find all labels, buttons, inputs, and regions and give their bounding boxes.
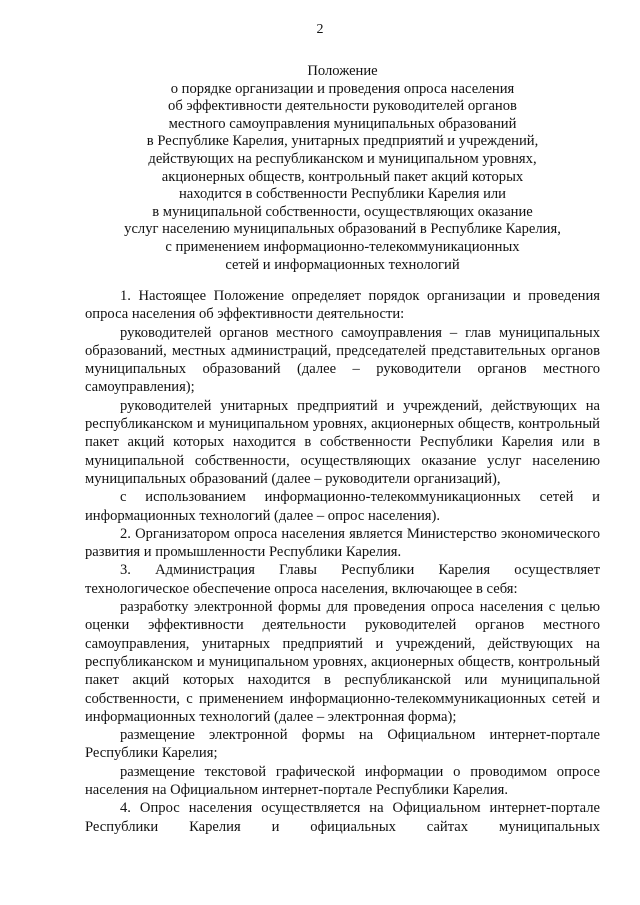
title-line: в муниципальной собственности, осуществляющих оказание [152, 203, 533, 220]
paragraph-municipal-heads: руководителей органов местного самоуправления – глав муниципальных образований, местных администраций, председателей представительных органов муниципальных образований (далее – руководители органов местного самоуправления); [85, 324, 600, 396]
title-line: находится в собственности Республики Карелия или [178, 186, 506, 203]
paragraph-electronic-form: разработку электронной формы для проведения опроса населения с целью оценки эффективности деятельности руководителей органов местного самоуправления, унитарных предприятий и учреждений, действующих на республиканском и муниципальном уровнях, акционерных обществ, контрольный пакет акций которых находится в республиканской или муниципальной собственности, с применением информационно-телекоммуникационных сетей и информационных технологий (далее – электронная форма); [85, 599, 600, 725]
paragraph-form-placement: размещение электронной формы на Официальном интернет-портале Республики Карелия; [85, 727, 600, 762]
title-line: сетей и информационных технологий [225, 256, 460, 273]
paragraph-organization-heads: руководителей унитарных предприятий и учреждений, действующих на республиканском и муниципальном уровнях, акционерных обществ, контрольный пакет акций которых находится в собственности Республики Карелия или в муниципальной собственности, осуществляющих оказание услуг населению муниципальных образований (далее – руководители организаций), [85, 397, 600, 487]
paragraph-info-placement: размещение текстовой графической информации о проводимом опросе населения на Официальном интернет-портале Республики Карелия. [85, 763, 600, 799]
title-line: о порядке организации и проведения опроса населения [170, 80, 515, 97]
title-line: с применением информационно-телекоммуникационных [165, 238, 520, 255]
title-line: услуг населению муниципальных образований в Республике Карелия, [124, 221, 561, 238]
paragraph-item-2: 2. Организатором опроса населения является Министерство экономического развития и промышленности Республики Карелия. [85, 525, 600, 561]
title-line: местного самоуправления муниципальных образований [168, 115, 517, 132]
paragraph-item-1: 1. Настоящее Положение определяет порядок организации и проведения опроса населения об эффективности деятельности: [85, 288, 600, 323]
document-body [85, 287, 600, 836]
document-title [70, 63, 615, 274]
title-line: действующих на республиканском и муниципальном уровнях, [148, 150, 537, 167]
page-number: 2 [316, 22, 324, 37]
title-line: в Республике Карелия, унитарных предприятий и учреждений, [146, 133, 539, 150]
title-line: акционерных обществ, контрольный пакет акций которых [161, 168, 524, 185]
title-line: об эффективности деятельности руководителей органов [168, 98, 517, 115]
paragraph-item-3: 3. Администрация Главы Республики Карелия осуществляет технологическое обеспечение опроса населения, включающее в себя: [85, 562, 600, 597]
paragraph-ict-usage: с использованием информационно-телекоммуникационных сетей и информационных технологий (далее – опрос населения). [85, 489, 600, 524]
title-line: Положение [307, 63, 378, 79]
paragraph-item-4: 4. Опрос населения осуществляется на Официальном интернет-портале Республики Карелия и официальных сайтах муниципальных [85, 800, 600, 835]
